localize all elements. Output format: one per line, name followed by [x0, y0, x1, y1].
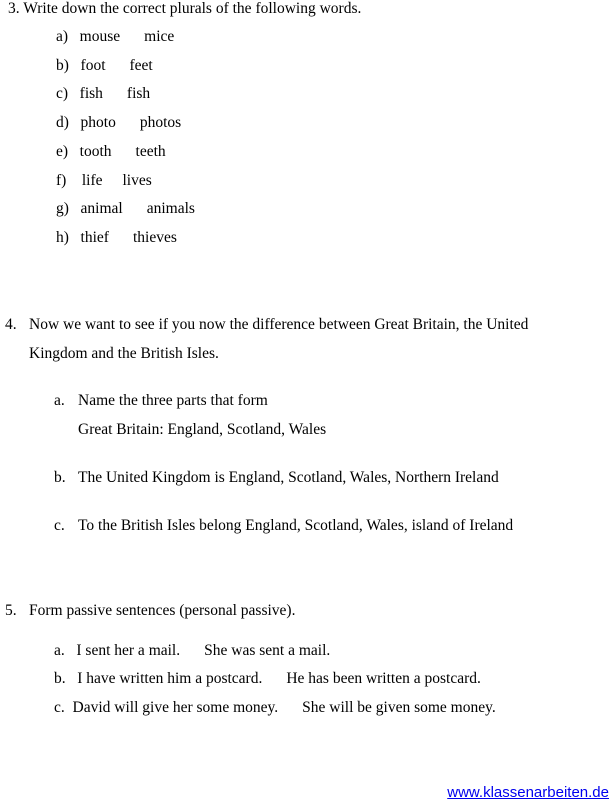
q4-heading-line2: Kingdom and the British Isles. — [29, 345, 219, 362]
q4a-line2: Great Britain: England, Scotland, Wales — [78, 421, 327, 438]
singular-word: fish — [79, 85, 103, 102]
list-item — [54, 670, 481, 688]
q4-number: 4. — [5, 316, 17, 333]
q4b-text: The United Kingdom is England, Scotland, Wales, Northern Ireland — [78, 469, 499, 486]
passive-sentence: He has been written a postcard. — [286, 670, 481, 687]
list-item — [56, 85, 150, 103]
singular-word: animal — [80, 200, 123, 217]
singular-word: tooth — [79, 143, 112, 160]
list-item — [56, 28, 174, 46]
plural-word: fish — [126, 85, 151, 102]
item-label: e) — [56, 143, 69, 160]
item-label: h) — [56, 229, 69, 246]
item-label: b. — [54, 670, 66, 687]
item-label: c) — [56, 85, 69, 102]
list-item — [56, 143, 166, 161]
q4c-text: To the British Isles belong England, Scotland, Wales, island of Ireland — [78, 517, 514, 534]
q4a-line1: Name the three parts that form — [78, 392, 268, 409]
q4b-label: b. — [54, 469, 66, 486]
singular-word: life — [81, 172, 103, 189]
plural-word: mice — [144, 28, 175, 45]
active-sentence: David will give her some money. — [72, 699, 279, 716]
plural-word: thieves — [132, 229, 177, 246]
singular-word: mouse — [79, 28, 121, 45]
item-label: b) — [56, 57, 69, 74]
list-item — [56, 172, 152, 190]
q4-heading-line1: Now we want to see if you now the difference between Great Britain, the United — [29, 316, 529, 333]
plural-word: lives — [122, 172, 152, 189]
item-label: a) — [56, 28, 69, 45]
singular-word: photo — [80, 114, 116, 131]
list-item — [56, 57, 153, 75]
item-label: c. — [54, 699, 65, 716]
q4c-label: c. — [54, 517, 65, 534]
plural-word: animals — [146, 200, 195, 217]
q3-heading: 3. Write down the correct plurals of the following words. — [8, 0, 362, 17]
plural-word: teeth — [135, 143, 166, 160]
active-sentence: I have written him a postcard. — [77, 670, 263, 687]
list-item — [54, 642, 330, 660]
item-label: a. — [54, 642, 65, 659]
singular-word: thief — [80, 229, 109, 246]
plural-word: feet — [129, 57, 153, 74]
singular-word: foot — [80, 57, 106, 74]
q4a-label: a. — [54, 392, 65, 409]
plural-word: photos — [139, 114, 182, 131]
passive-sentence: She was sent a mail. — [204, 642, 331, 659]
list-item — [56, 200, 195, 218]
q5-number: 5. — [5, 602, 17, 619]
active-sentence: I sent her a mail. — [76, 642, 181, 659]
list-item — [54, 699, 496, 717]
list-item — [56, 114, 181, 132]
q5-heading: Form passive sentences (personal passive). — [29, 602, 296, 619]
passive-sentence: She will be given some money. — [302, 699, 496, 716]
footer-link[interactable]: www.klassenarbeiten.de — [447, 784, 609, 801]
item-label: f) — [56, 172, 67, 189]
item-label: d) — [56, 114, 69, 131]
list-item — [56, 229, 177, 247]
item-label: g) — [56, 200, 69, 217]
